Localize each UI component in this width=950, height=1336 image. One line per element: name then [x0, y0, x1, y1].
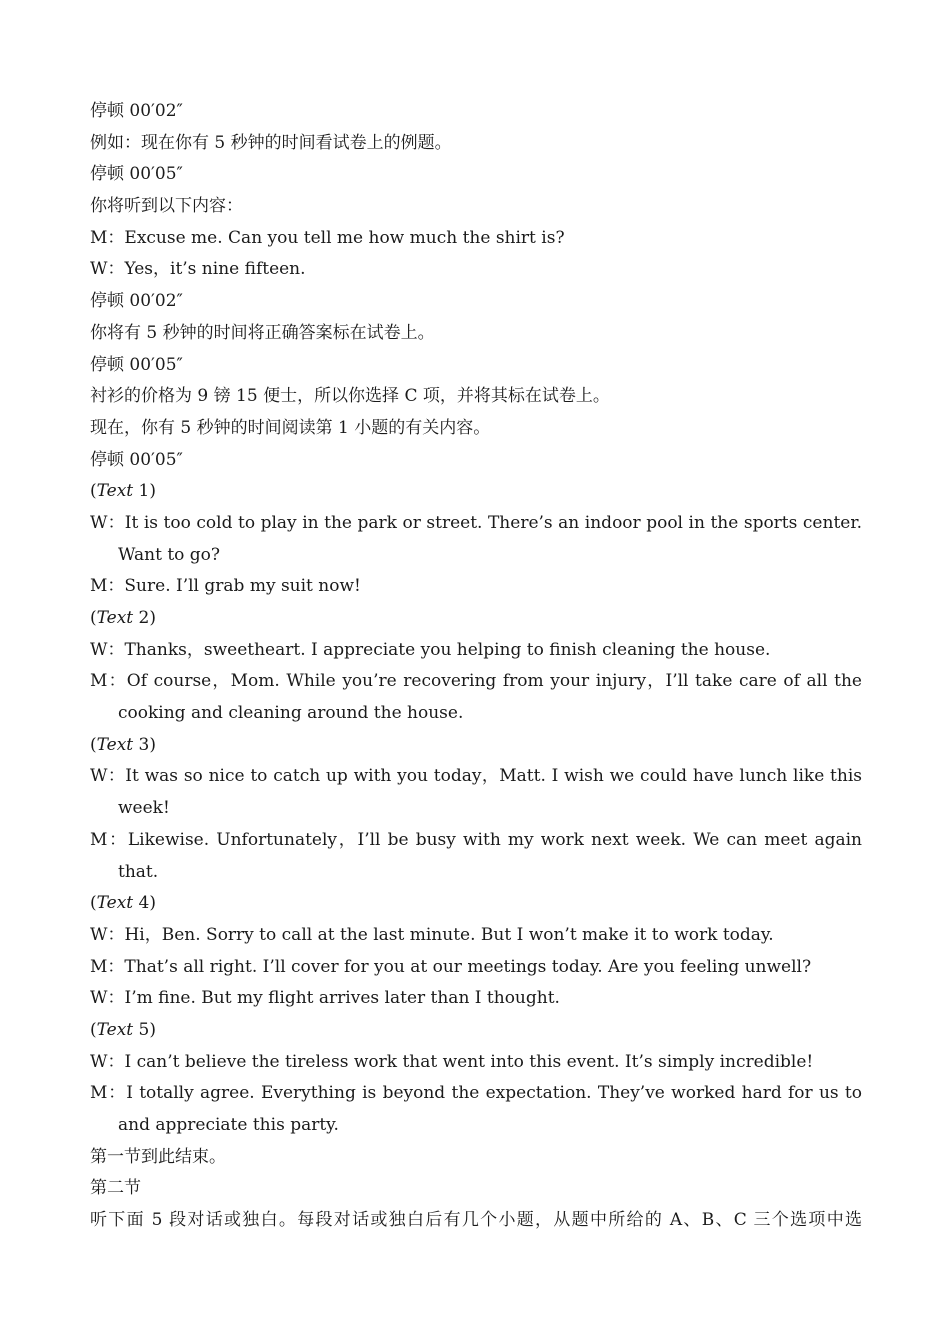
- transcript-line: W：Thanks，sweetheart. I appreciate you helping to finish cleaning the house.: [90, 639, 771, 660]
- transcript-line-continuation: Want to go?: [118, 544, 221, 565]
- transcript-line: 第一节到此结束。: [90, 1146, 226, 1167]
- transcript-line-continuation: week!: [118, 798, 170, 819]
- text-heading-number: 3: [133, 734, 150, 755]
- text-heading-number: 4: [133, 893, 150, 914]
- text-heading: (Text 2): [90, 608, 157, 628]
- transcript-line: 听下面 5 段对话或独白。每段对话或独白后有几个小题，从题中所给的 A、B、C 三个选项中选: [90, 1210, 862, 1231]
- transcript-line: 停顿 00′05″: [90, 164, 183, 185]
- transcript-line: M：Of course，Mom. While you’re recovering from your injury，I’ll take care of all the: [90, 671, 862, 692]
- text-heading-number: 2: [133, 608, 150, 628]
- transcript-line-continuation: cooking and cleaning around the house.: [118, 703, 464, 724]
- transcript-line: W：Hi，Ben. Sorry to call at the last minute. But I won’t make it to work today.: [90, 924, 774, 945]
- text-heading-label: Text: [96, 1019, 134, 1040]
- transcript-line: W：It is too cold to play in the park or street. There’s an indoor pool in the sports center.: [90, 512, 862, 533]
- transcript-line: W：Yes，it’s nine fifteen.: [90, 259, 306, 280]
- text-heading-number: 5: [133, 1019, 150, 1040]
- text-heading-label: Text: [96, 608, 134, 628]
- text-heading-label: Text: [96, 893, 134, 914]
- transcript-line-continuation: that.: [118, 861, 159, 882]
- transcript-line: W：It was so nice to catch up with you today，Matt. I wish we could have lunch like this: [90, 766, 862, 787]
- transcript-line: 你将听到以下内容：: [90, 196, 243, 217]
- text-heading: (Text 5): [90, 1019, 157, 1040]
- text-heading-number: 1: [133, 481, 150, 502]
- transcript-line: 现在，你有 5 秒钟的时间阅读第 1 小题的有关内容。: [90, 417, 491, 438]
- transcript-line: W：I can’t believe the tireless work that went into this event. It’s simply incredible!: [90, 1051, 814, 1072]
- transcript-line: 停顿 00′05″: [90, 449, 183, 470]
- listening-transcript: [90, 96, 862, 1237]
- transcript-line: M：I totally agree. Everything is beyond the expectation. They’ve worked hard for us to: [90, 1083, 862, 1104]
- transcript-line: 衬衫的价格为 9 镑 15 便士，所以你选择 C 项，并将其标在试卷上。: [90, 386, 610, 407]
- transcript-line: M：Sure. I’ll grab my suit now!: [90, 576, 361, 597]
- text-heading-label: Text: [96, 481, 134, 502]
- transcript-line: 停顿 00′02″: [90, 291, 183, 312]
- text-heading: (Text 3): [90, 734, 157, 755]
- transcript-line: 停顿 00′05″: [90, 354, 183, 375]
- transcript-line: M：Likewise. Unfortunately，I’ll be busy with my work next week. We can meet again: [90, 829, 862, 850]
- transcript-line: 停顿 00′02″: [90, 101, 183, 121]
- transcript-line: 你将有 5 秒钟的时间将正确答案标在试卷上。: [90, 322, 435, 343]
- transcript-line: M：Excuse me. Can you tell me how much the shirt is?: [90, 227, 565, 248]
- transcript-line: 第二节: [90, 1178, 141, 1199]
- transcript-line: M：That’s all right. I’ll cover for you at our meetings today. Are you feeling unwell?: [90, 956, 812, 977]
- transcript-line: 例如：现在你有 5 秒钟的时间看试卷上的例题。: [90, 132, 452, 153]
- transcript-line: W：I’m fine. But my flight arrives later than I thought.: [90, 988, 560, 1009]
- transcript-line-continuation: and appreciate this party.: [118, 1115, 339, 1135]
- text-heading: (Text 1): [90, 481, 157, 502]
- text-heading-label: Text: [96, 734, 134, 755]
- text-heading: (Text 4): [90, 893, 157, 914]
